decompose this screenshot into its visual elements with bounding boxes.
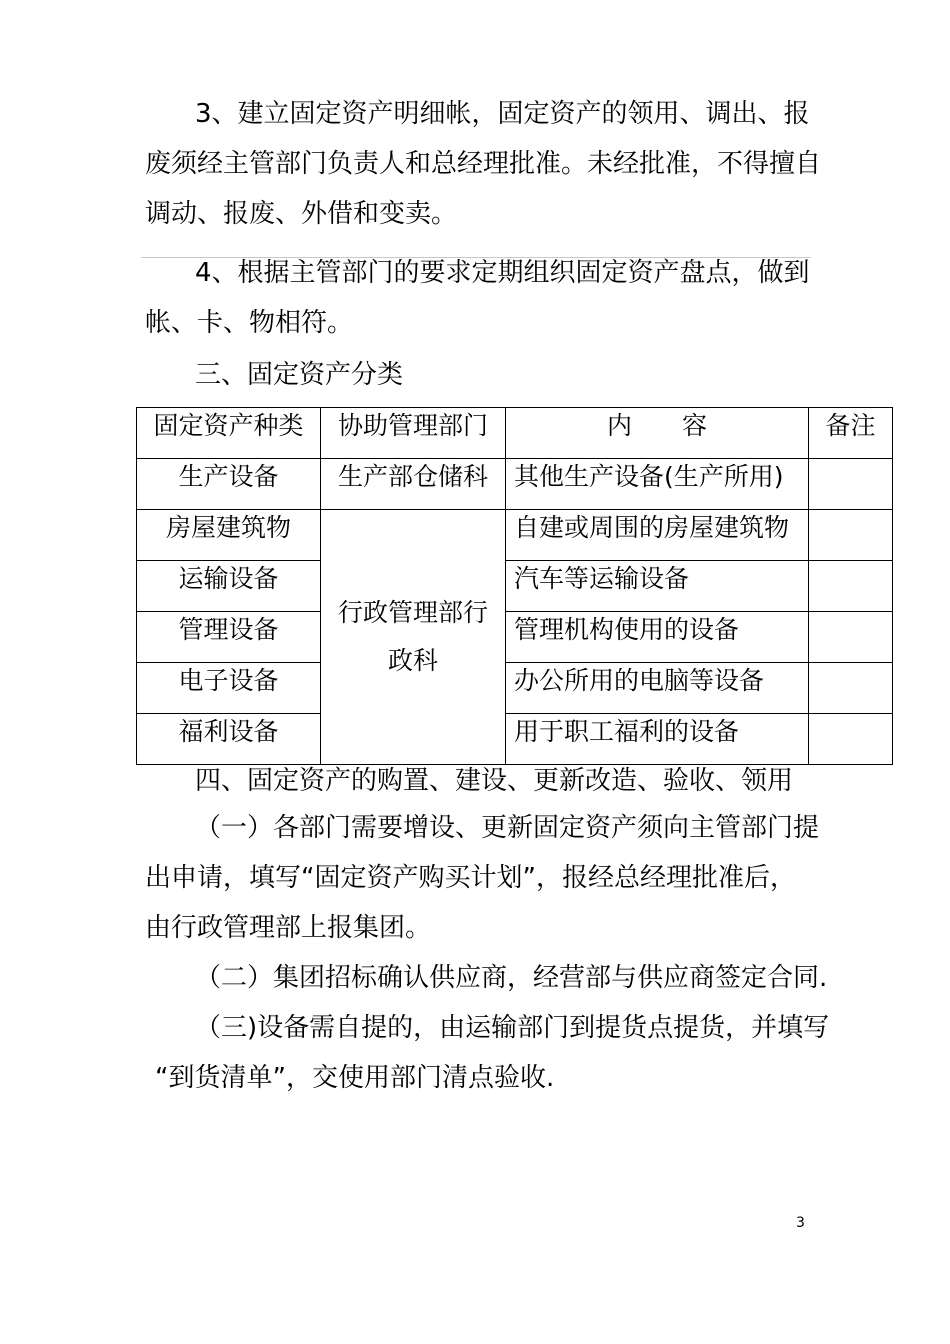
section-heading: 四、固定资产的购置、建设、更新改造、验收、领用: [195, 766, 794, 796]
cell-content: 自建或周围的房屋建筑物: [506, 510, 809, 561]
cell-content: 管理机构使用的设备: [506, 612, 809, 663]
cell-asset-type: 电子设备: [137, 663, 321, 714]
header-content: 内 容: [506, 408, 809, 459]
cell-remarks: [809, 714, 893, 765]
paragraph-line: 废须经主管部门负责人和总经理批准。未经批准，不得擅自: [145, 149, 822, 179]
paragraph-line: “到货清单”，交使用部门清点验收.: [155, 1063, 555, 1093]
paragraph-line: 调动、报废、外借和变卖。: [145, 199, 458, 229]
paragraph-line: （二）集团招标确认供应商，经营部与供应商签定合同.: [195, 963, 828, 993]
header-asset-type: 固定资产种类: [137, 408, 321, 459]
cell-asset-type: 管理设备: [137, 612, 321, 663]
paragraph-line: 帐、卡、物相符。: [145, 308, 354, 338]
cell-department: 生产部仓储科: [321, 459, 506, 510]
header-department: 协助管理部门: [321, 408, 506, 459]
cell-remarks: [809, 612, 893, 663]
cell-content: 办公所用的电脑等设备: [506, 663, 809, 714]
table-row: [137, 561, 893, 612]
section-heading: 三、固定资产分类: [195, 360, 404, 390]
cell-asset-type: 房屋建筑物: [137, 510, 321, 561]
table-row: [137, 459, 893, 510]
header-remarks: 备注: [809, 408, 893, 459]
cell-department-merged: 行政管理部行政科: [321, 510, 506, 765]
cell-remarks: [809, 510, 893, 561]
cell-content: 其他生产设备(生产所用): [506, 459, 809, 510]
table-row: [137, 714, 893, 765]
paragraph-line: 4、根据主管部门的要求定期组织固定资产盘点，做到: [195, 258, 810, 288]
table-row: [137, 510, 893, 561]
asset-classification-table: [136, 407, 893, 765]
paragraph-line: 出申请，填写“固定资产购买计划”，报经总经理批准后，: [145, 863, 796, 893]
table-header-row: [137, 408, 893, 459]
cell-asset-type: 生产设备: [137, 459, 321, 510]
table-row: [137, 663, 893, 714]
paragraph-line: （三)设备需自提的，由运输部门到提货点提货，并填写: [195, 1013, 830, 1043]
cell-remarks: [809, 561, 893, 612]
cell-remarks: [809, 663, 893, 714]
paragraph-line: 由行政管理部上报集团。: [145, 913, 432, 943]
cell-asset-type: 运输设备: [137, 561, 321, 612]
paragraph-line: 3、建立固定资产明细帐，固定资产的领用、调出、报: [195, 99, 810, 129]
table-row: [137, 612, 893, 663]
page-number: 3: [796, 1215, 805, 1231]
cell-remarks: [809, 459, 893, 510]
cell-content: 汽车等运输设备: [506, 561, 809, 612]
paragraph-line: （一）各部门需要增设、更新固定资产须向主管部门提: [195, 813, 820, 843]
cell-asset-type: 福利设备: [137, 714, 321, 765]
cell-content: 用于职工福利的设备: [506, 714, 809, 765]
